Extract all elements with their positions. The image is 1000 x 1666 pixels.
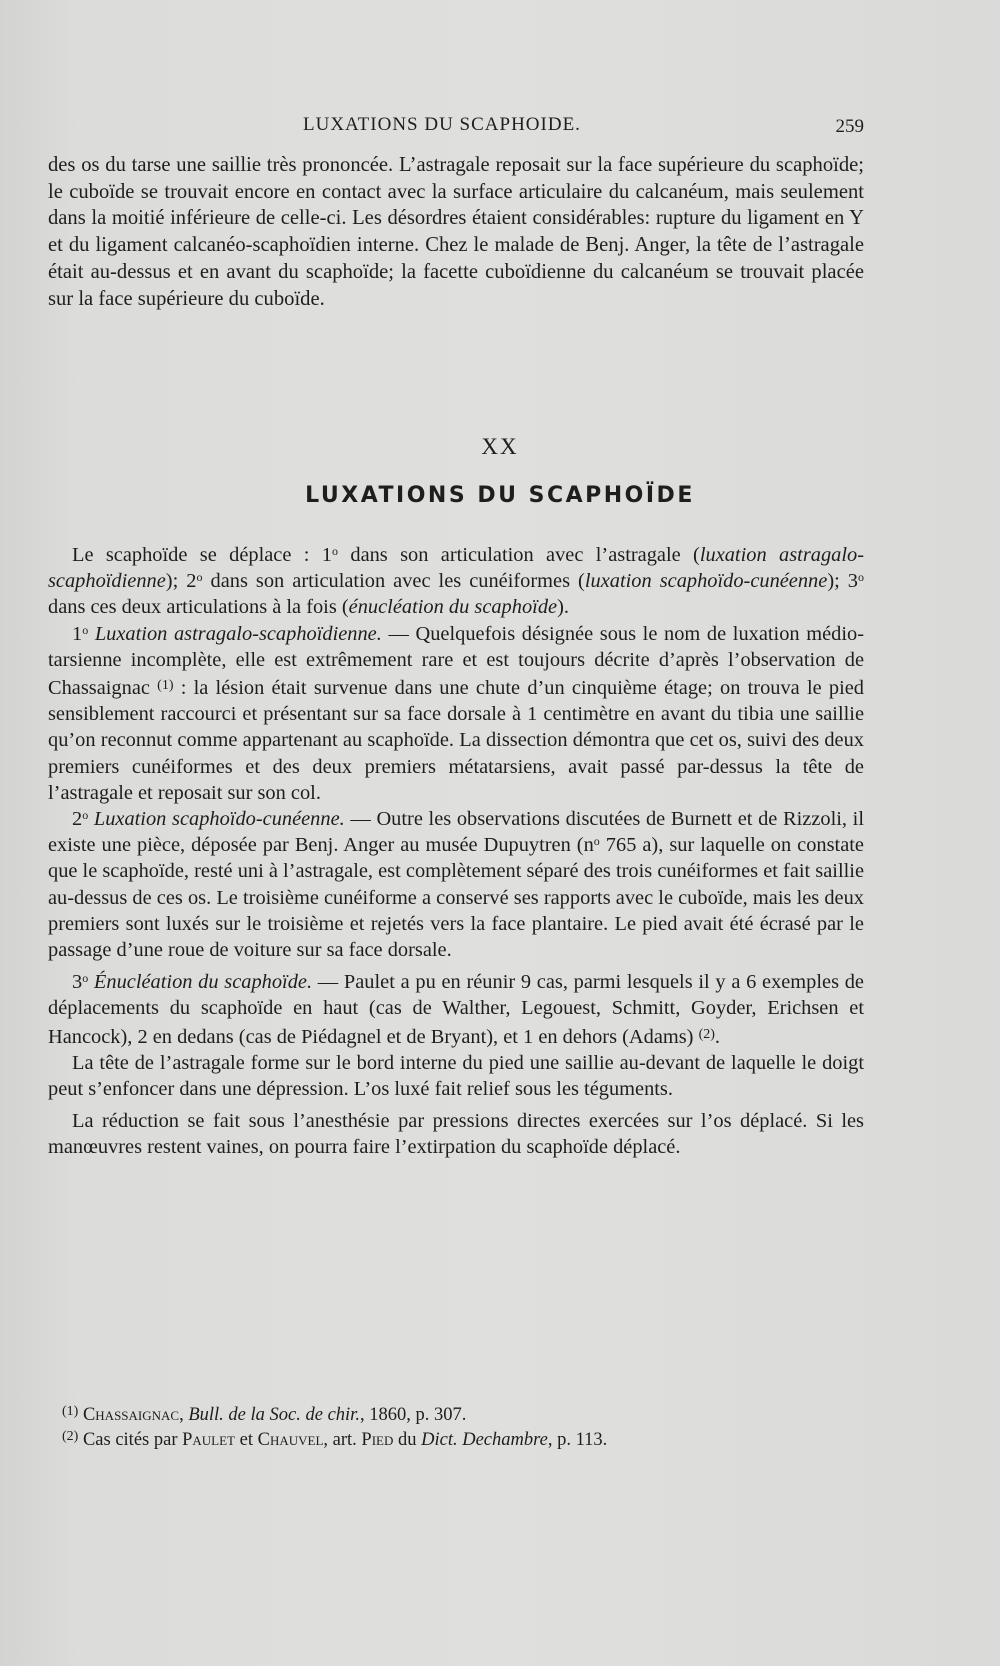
continued-paragraph	[48, 152, 864, 312]
paragraph-enucleation: 3$^o$ Énucléation du scaphoïde. — Paulet a pu en réunir 9 cas, parmi lesquels il y a 6 exemples de déplacements du scaphoïde en haut (cas de Walther, Legouest, Schmitt, Goyder, Erichsen et Hancock), 2 en dedans (cas de Piédagnel et de Bryant), et 1 en dehors (Adams) $^{(2)}$.	[48, 971, 864, 1048]
chapter-number: XX	[481, 434, 519, 459]
footnote-ref: (1)	[157, 678, 174, 694]
page-header	[48, 114, 864, 144]
paragraph-signs: La tête de l’astragale forme sur le bord interne du pied une saillie au-devant de laquelle le doigt peut s’enfoncer dans une dépression. L’os luxé fait relief sous les téguments.	[48, 1051, 864, 1101]
paragraph-reduction: La réduction se fait sous l’anesthésie par pressions directes exercées sur l’os déplacé. Si les manœuvres restent vaines, on pourra faire l’extirpation du scaphoïde déplacé.	[48, 1110, 864, 1159]
footnote-2: $^{(2)}$ Cas cités par Paulet et Chauvel, art. Pied du Dict. Dechambre, p. 113.	[62, 1429, 608, 1450]
paragraph-scaphoido-cuneenne: 2$^o$ Luxation scaphoïdo-cunéenne. — Outre les observations discutées de Burnett et de Rizzoli, il existe une pièce, déposée par Benj. Anger au musée Dupuytren ($n^o$ 765 a), sur laquelle on constate que le scaphoïde, resté uni à l’astragale, est complètement séparé des trois cunéiformes et fait saillie au-dessus de ces os. Le troisième cunéiforme a conservé ses rapports avec le cuboïde, mais les deux premiers sont luxés sur le troisième et rejetés vers la face plantaire. Le pied avait été écrasé par le passage d’une roue de voiture sur sa face dorsale.	[48, 808, 864, 962]
chapter-body	[48, 542, 864, 1161]
running-head: LUXATIONS DU SCAPHOIDE.	[303, 114, 581, 135]
paragraph-astragalo-scaphoid: 1$^o$ Luxation astragalo-scaphoïdienne. — Quelquefois désignée sous le nom de luxation médio-tarsienne incomplète, elle est extrêmement rare et est toujours décrite d’après l’observation de Chassaignac $^{(1)}$ : la lésion était survenue dans une chute d’un cinquième étage; on trouva le pied sensiblement raccourci et présentant sur sa face dorsale à 1 centimètre en avant du tibia une saillie qu’on reconnut comme appartenant au scaphoïde. La dissection démontra que cet os, suivi des deux premiers cunéiformes et des deux premiers métatarsiens, avait passé par-dessus la tête de l’astragale et reposait sur son col.	[48, 622, 865, 804]
page-number: 259	[835, 116, 864, 137]
paragraph-overview: Le scaphoïde se déplace : 1$^o$ dans son articulation avec l’astragale (luxation astragalo-scaphoïdienne); 2$^o$ dans son articulation avec les cunéiformes (luxation scaphoïdo-cunéenne); 3$^o$ dans ces deux articulations à la fois (énucléation du scaphoïde).	[48, 544, 864, 619]
footnote-1: $^{(1)}$ Chassaignac, Bull. de la Soc. de chir., 1860, p. 307.	[62, 1404, 467, 1425]
chapter-title: LUXATIONS DU SCAPHOÏDE	[305, 483, 695, 508]
footnote-ref: (2)	[698, 1026, 715, 1042]
section-heading: Luxation astragalo-scaphoïdienne.	[88, 622, 382, 645]
footnotes	[62, 1401, 822, 1451]
intro-paragraph: des os du tarse une saillie très prononcée. L’astragale reposait sur la face supérieure du scaphoïde; le cuboïde se trouvait encore en contact avec la surface articulaire du calcanéum, mais seulement dans la moitié inférieure de celle-ci. Les désordres étaient considérables: rupture du ligament en Y et du ligament calcanéo-scaphoïdien interne. Chez le malade de Benj. Anger, la tête de l’astragale était au-dessus et en avant du scaphoïde; la facette cuboïdienne du calcanéum se trouvait placée sur la face supérieure du cuboïde.	[48, 154, 864, 310]
section-heading: Luxation scaphoïdo-cunéenne.	[88, 808, 345, 831]
section-heading: Énucléation du scaphoïde.	[88, 971, 313, 994]
